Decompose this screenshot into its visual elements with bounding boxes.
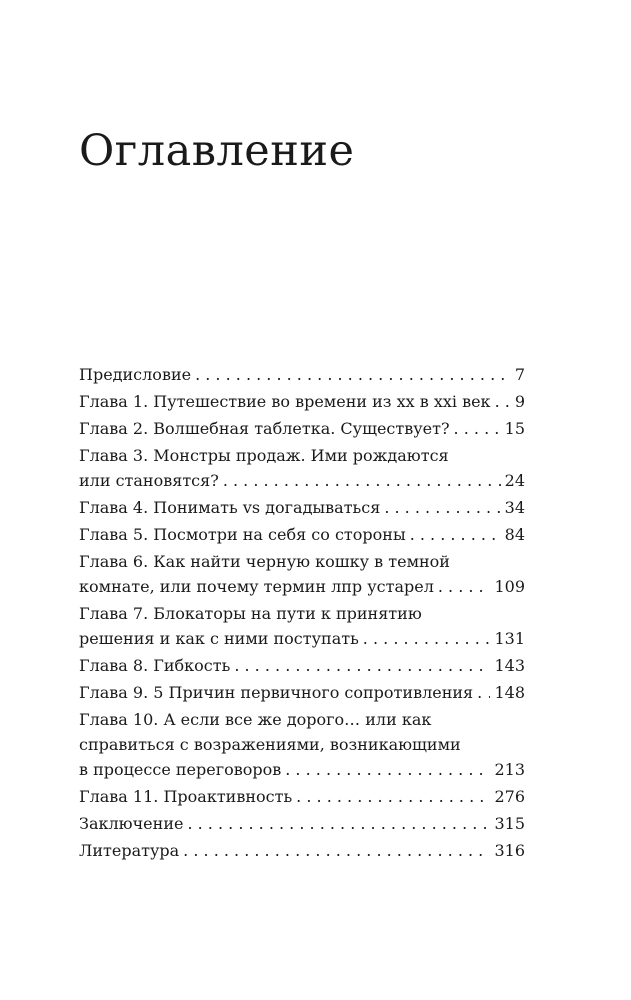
toc-entry-row — [79, 468, 525, 493]
toc-entry-row — [79, 680, 525, 705]
toc-page-number: 148 — [494, 683, 525, 702]
toc-entry-row — [79, 495, 525, 520]
toc-page-number: 316 — [494, 841, 525, 860]
toc-entry-title-line: Глава 1. Путешествие во времени из xx в xxi век — [79, 392, 491, 411]
toc-entry-row — [79, 522, 525, 547]
toc-entry-row — [79, 389, 525, 414]
toc-page-number: 276 — [494, 787, 525, 806]
toc-entry — [79, 707, 525, 782]
toc-page-number: 7 — [514, 365, 525, 384]
toc-entry — [79, 389, 525, 414]
toc-entry — [79, 838, 525, 863]
toc-entry-title-line: Заключение — [79, 814, 184, 833]
toc-entry-row — [79, 653, 525, 678]
toc-entry-title-line: Глава 8. Гибкость — [79, 656, 231, 675]
toc-entry-row — [79, 416, 525, 441]
toc-entry-title-line: Глава 4. Понимать vs догадываться — [79, 498, 381, 517]
toc-entry-title-line: Литература — [79, 841, 180, 860]
toc-dot-leader — [234, 653, 490, 678]
toc-entry-title-line: в процессе переговоров — [79, 760, 282, 779]
toc-entry — [79, 495, 525, 520]
toc-entry-title-line: Глава 5. Посмотри на себя со стороны — [79, 525, 406, 544]
toc-page-number: 315 — [494, 814, 525, 833]
toc-entry-title-line: Глава 9. 5 Причин первичного сопротивления — [79, 683, 474, 702]
toc-entry-row — [79, 838, 525, 863]
toc-entry-title-line: комнате, или почему термин лпр устарел — [79, 577, 434, 596]
toc-entry — [79, 522, 525, 547]
toc-entry — [79, 653, 525, 678]
toc-page-number: 131 — [494, 629, 525, 648]
toc-entry — [79, 784, 525, 809]
toc-dot-leader — [454, 416, 501, 441]
toc-dot-leader — [477, 680, 490, 705]
toc-page-number: 84 — [504, 525, 525, 544]
toc-entry-row — [79, 757, 525, 782]
toc-dot-leader — [195, 362, 511, 387]
toc-page-number: 9 — [514, 392, 525, 411]
toc-entry-title-line: Глава 3. Монстры продаж. Ими рождаются — [79, 446, 449, 465]
table-of-contents — [79, 362, 525, 863]
toc-entry — [79, 443, 525, 493]
toc-dot-leader — [183, 838, 490, 863]
toc-dot-leader — [187, 811, 490, 836]
toc-dot-leader — [296, 784, 490, 809]
toc-entry — [79, 811, 525, 836]
toc-page-number: 109 — [494, 577, 525, 596]
toc-entry-title-line: решения и как с ними поступать — [79, 629, 359, 648]
toc-dot-leader — [410, 522, 501, 547]
toc-entry-row — [79, 574, 525, 599]
toc-entry-row — [79, 362, 525, 387]
toc-dot-leader — [384, 495, 500, 520]
toc-entry — [79, 601, 525, 651]
toc-entry-title-line: справиться с возражениями, возникающими — [79, 735, 461, 754]
toc-entry-title-line: Глава 2. Волшебная таблетка. Существует? — [79, 419, 450, 438]
toc-entry — [79, 680, 525, 705]
toc-page-number: 213 — [494, 760, 525, 779]
toc-entry-title-line: Глава 6. Как найти черную кошку в темной — [79, 552, 450, 571]
toc-entry-row — [79, 811, 525, 836]
toc-entry — [79, 416, 525, 441]
toc-entry-row — [79, 626, 525, 651]
toc-entry-title-line: Предисловие — [79, 365, 192, 384]
page-title: Оглавление — [79, 126, 355, 176]
toc-dot-leader — [495, 389, 511, 414]
toc-dot-leader — [438, 574, 491, 599]
toc-entry-row — [79, 784, 525, 809]
toc-dot-leader — [363, 626, 491, 651]
toc-entry — [79, 362, 525, 387]
toc-entry-title-line: или становятся? — [79, 471, 219, 490]
toc-entry-title-line: Глава 11. Проактивность — [79, 787, 293, 806]
toc-entry — [79, 549, 525, 599]
toc-page-number: 24 — [504, 471, 525, 490]
toc-entry-title-line: Глава 7. Блокаторы на пути к принятию — [79, 604, 422, 623]
toc-dot-leader — [285, 757, 490, 782]
toc-page-number: 34 — [504, 498, 525, 517]
toc-entry-title-line: Глава 10. А если все же дорого… или как — [79, 710, 432, 729]
toc-dot-leader — [223, 468, 501, 493]
toc-page-number: 15 — [504, 419, 525, 438]
toc-page-number: 143 — [494, 656, 525, 675]
